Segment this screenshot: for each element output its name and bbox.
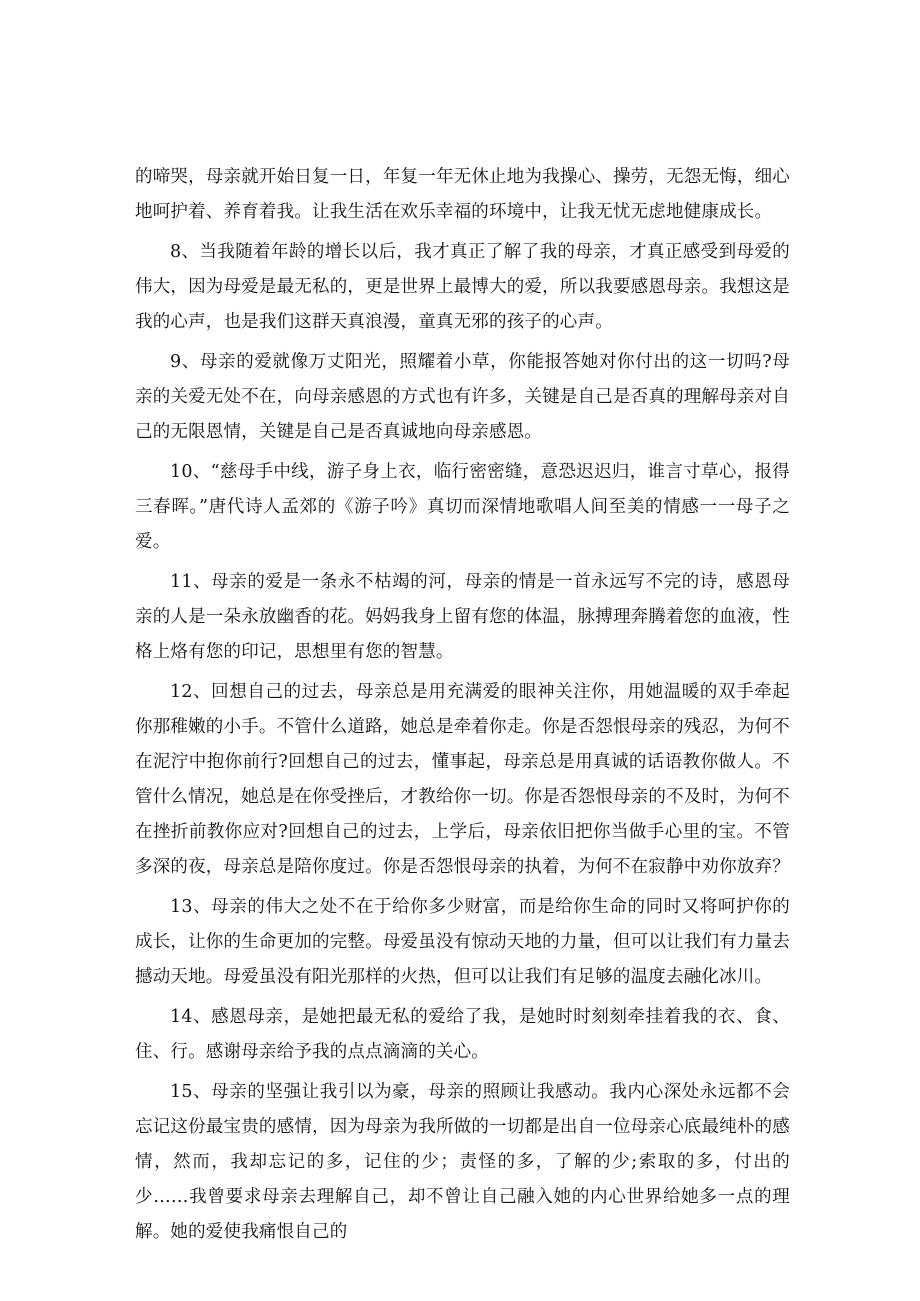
- paragraph-9: 9、母亲的爱就像万丈阳光，照耀着小草，你能报答她对你付出的这一切吗?母亲的关爱无处不在，向母亲感恩的方式也有许多，关键是自己是否真的理解母亲对自己的无限恩情，关键是自己是否真诚地向母亲感恩。: [135, 352, 790, 442]
- paragraph-continued: 的啼哭，母亲就开始日复一日，年复一年无休止地为我操心、操劳，无怨无悔，细心地呵护着、养育着我。让我生活在欢乐幸福的环境中，让我无忧无虑地健康成长。: [135, 167, 790, 222]
- paragraph-14: 14、感恩母亲，是她把最无私的爱给了我，是她时时刻刻牵挂着我的衣、食、住、行。感谢母亲给予我的点点滴滴的关心。: [135, 1007, 790, 1062]
- paragraph-13: 13、母亲的伟大之处不在于给你多少财富，而是给你生命的同时又将呵护你的成长，让你的生命更加的完整。母爱虽没有惊动天地的力量，但可以让我们有力量去撼动天地。母爱虽没有阳光那样的火热，但可以让我们有足够的温度去融化冰川。: [135, 897, 790, 987]
- paragraph-11: 11、母亲的爱是一条永不枯竭的河，母亲的情是一首永远写不完的诗，感恩母亲的人是一朵永放幽香的花。妈妈我身上留有您的体温，脉搏理奔腾着您的血液，性格上烙有您的印记，思想里有您的智慧。: [135, 572, 790, 662]
- paragraph-8: 8、当我随着年龄的增长以后，我才真正了解了我的母亲，才真正感受到母爱的伟大，因为母爱是最无私的，更是世界上最博大的爱，所以我要感恩母亲。我想这是我的心声，也是我们这群天真浪漫，童真无邪的孩子的心声。: [135, 242, 790, 332]
- paragraph-12: 12、回想自己的过去，母亲总是用充满爱的眼神关注你，用她温暖的双手牵起你那稚嫩的小手。不管什么道路，她总是牵着你走。你是否怨恨母亲的残忍，为何不在泥泞中抱你前行?回想自己的过去，懂事起，母亲总是用真诚的话语教你做人。不管什么情况，她总是在你受挫后，才教给你一切。你是否怨恨母亲的不及时，为何不在挫折前教你应对?回想自己的过去，上学后，母亲依旧把你当做手心里的宝。不管多深的夜，母亲总是陪你度过。你是否怨恨母亲的执着，为何不在寂静中劝你放弃？: [135, 682, 790, 877]
- paragraph-15: 15、母亲的坚强让我引以为豪，母亲的照顾让我感动。我内心深处永远都不会忘记这份最宝贵的感情，因为母亲为我所做的一切都是出自一位母亲心底最纯朴的感情，然而，我却忘记的多，记住的少；责怪的多，了解的少;索取的多，付出的少……我曾要求母亲去理解自己，却不曾让自己融入她的内心世界给她多一点的理解。她的爱使我痛恨自己的: [135, 1082, 790, 1242]
- document-body: [135, 160, 790, 1255]
- paragraph-10: 10、“慈母手中线，游子身上衣，临行密密缝，意恐迟迟归，谁言寸草心，报得三春晖。”唐代诗人孟郊的《游子吟》真切而深情地歌唱人间至美的情感一一母子之爱。: [135, 462, 790, 552]
